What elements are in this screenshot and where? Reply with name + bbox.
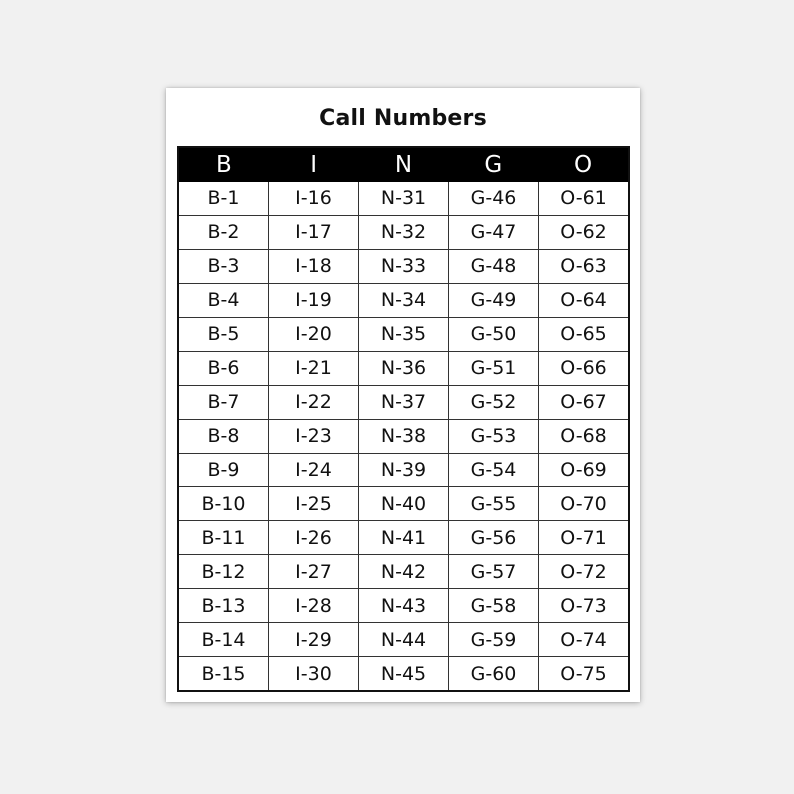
- call-number-cell: N-37: [358, 386, 448, 419]
- call-number-cell: G-46: [448, 182, 538, 215]
- call-number-cell: B-11: [201, 526, 246, 549]
- table-body: [179, 182, 628, 690]
- call-number-cell: O-68: [538, 420, 628, 453]
- call-number-cell: N-38: [358, 420, 448, 453]
- table-row: [179, 351, 628, 385]
- call-number-cell: O-62: [538, 216, 628, 249]
- call-number-cell: B-9: [207, 458, 240, 481]
- call-number-cell: G-47: [448, 216, 538, 249]
- call-number-cell: O-72: [538, 555, 628, 588]
- table-row: [179, 182, 628, 215]
- table-row: [179, 486, 628, 520]
- bingo-call-table: [177, 146, 630, 692]
- call-number-cell: B-6: [207, 357, 240, 380]
- call-number-cell: B-13: [201, 594, 246, 617]
- call-number-cell: O-73: [538, 589, 628, 622]
- call-number-cell: N-31: [358, 182, 448, 215]
- table-row: [179, 283, 628, 317]
- table-row: [179, 520, 628, 554]
- call-number-cell: O-74: [538, 623, 628, 656]
- call-number-cell: G-59: [448, 623, 538, 656]
- call-number-cell: O-67: [538, 386, 628, 419]
- call-number-cell: N-45: [358, 657, 448, 690]
- column-header-n: N: [394, 152, 413, 178]
- call-number-cell: I-20: [268, 318, 358, 351]
- call-number-cell: N-36: [358, 352, 448, 385]
- table-row: [179, 554, 628, 588]
- call-number-cell: G-54: [448, 454, 538, 487]
- call-number-cell: B-2: [207, 221, 240, 244]
- call-number-cell: G-57: [448, 555, 538, 588]
- call-number-cell: I-21: [268, 352, 358, 385]
- column-header-row: [179, 148, 628, 182]
- table-row: [179, 385, 628, 419]
- call-number-cell: B-7: [207, 391, 240, 414]
- call-number-cell: I-24: [268, 454, 358, 487]
- call-number-cell: O-61: [538, 182, 628, 215]
- call-number-cell: I-26: [268, 521, 358, 554]
- call-number-cell: N-43: [358, 589, 448, 622]
- call-number-cell: I-29: [268, 623, 358, 656]
- call-number-cell: G-60: [448, 657, 538, 690]
- call-number-cell: I-16: [268, 182, 358, 215]
- call-numbers-sheet: [166, 88, 640, 702]
- call-number-cell: B-14: [201, 628, 246, 651]
- call-number-cell: O-64: [538, 284, 628, 317]
- call-number-cell: G-50: [448, 318, 538, 351]
- sheet-title: Call Numbers: [319, 106, 487, 131]
- call-number-cell: G-52: [448, 386, 538, 419]
- call-number-cell: I-28: [268, 589, 358, 622]
- call-number-cell: N-32: [358, 216, 448, 249]
- table-row: [179, 249, 628, 283]
- call-number-cell: B-4: [207, 289, 240, 312]
- call-number-cell: O-71: [538, 521, 628, 554]
- call-number-cell: G-56: [448, 521, 538, 554]
- table-row: [179, 317, 628, 351]
- call-number-cell: B-1: [207, 187, 240, 210]
- call-number-cell: B-8: [207, 425, 240, 448]
- table-row: [179, 656, 628, 690]
- call-number-cell: B-15: [201, 662, 246, 685]
- call-number-cell: N-33: [358, 250, 448, 283]
- column-header-g: G: [484, 152, 503, 178]
- table-row: [179, 622, 628, 656]
- call-number-cell: O-63: [538, 250, 628, 283]
- call-number-cell: B-3: [207, 255, 240, 278]
- call-number-cell: O-66: [538, 352, 628, 385]
- call-number-cell: I-18: [268, 250, 358, 283]
- call-number-cell: I-30: [268, 657, 358, 690]
- call-number-cell: G-53: [448, 420, 538, 453]
- call-number-cell: N-42: [358, 555, 448, 588]
- call-number-cell: I-19: [268, 284, 358, 317]
- call-number-cell: G-51: [448, 352, 538, 385]
- call-number-cell: I-22: [268, 386, 358, 419]
- call-number-cell: O-69: [538, 454, 628, 487]
- call-number-cell: G-49: [448, 284, 538, 317]
- call-number-cell: N-44: [358, 623, 448, 656]
- table-row: [179, 419, 628, 453]
- call-number-cell: N-34: [358, 284, 448, 317]
- call-number-cell: I-17: [268, 216, 358, 249]
- call-number-cell: I-23: [268, 420, 358, 453]
- call-number-cell: I-27: [268, 555, 358, 588]
- column-header-i: I: [310, 152, 318, 178]
- call-number-cell: G-48: [448, 250, 538, 283]
- column-header-o: O: [574, 152, 593, 178]
- call-number-cell: O-70: [538, 487, 628, 520]
- call-number-cell: N-40: [358, 487, 448, 520]
- table-row: [179, 215, 628, 249]
- call-number-cell: O-65: [538, 318, 628, 351]
- call-number-cell: N-35: [358, 318, 448, 351]
- call-number-cell: O-75: [538, 657, 628, 690]
- table-row: [179, 588, 628, 622]
- call-number-cell: G-55: [448, 487, 538, 520]
- call-number-cell: B-10: [201, 492, 246, 515]
- column-header-b: B: [216, 152, 232, 178]
- call-number-cell: G-58: [448, 589, 538, 622]
- call-number-cell: N-39: [358, 454, 448, 487]
- table-row: [179, 453, 628, 487]
- call-number-cell: N-41: [358, 521, 448, 554]
- call-number-cell: I-25: [268, 487, 358, 520]
- call-number-cell: B-5: [207, 323, 240, 346]
- call-number-cell: B-12: [201, 560, 246, 583]
